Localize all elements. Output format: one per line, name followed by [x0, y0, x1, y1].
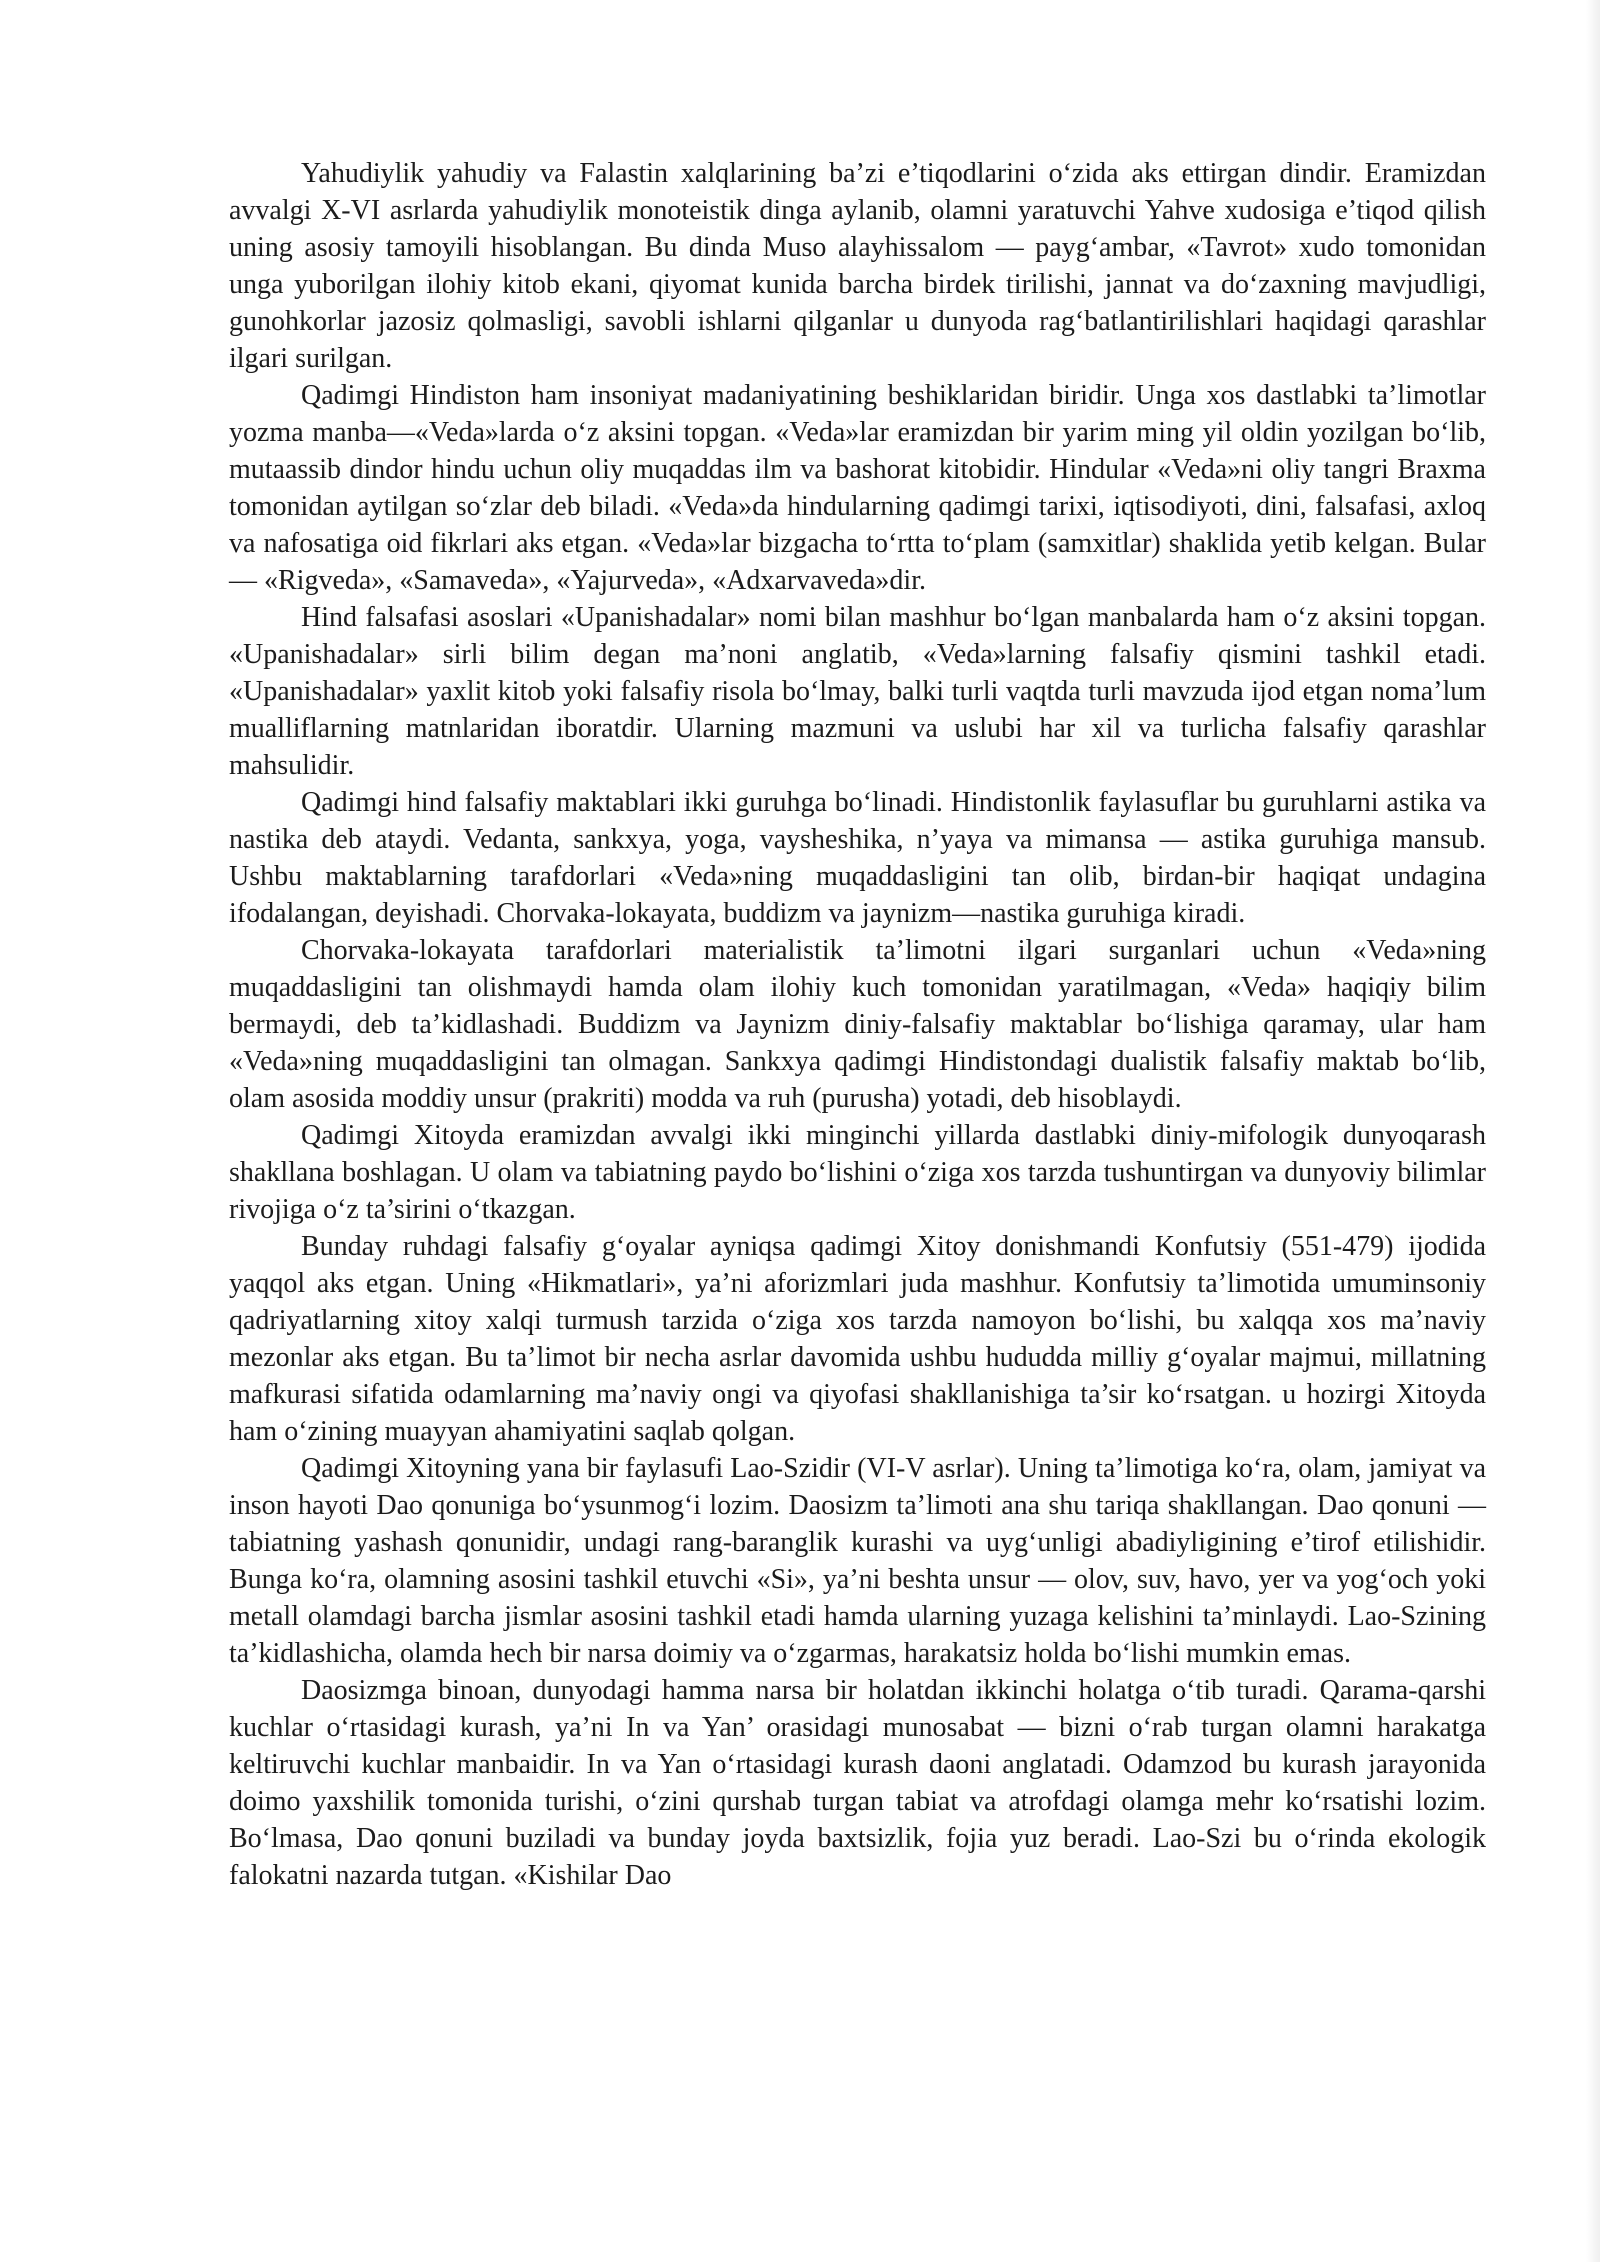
paragraph-daoism: Daosizmga binoan, dunyodagi hamma narsa bir holatdan ikkinchi holatga o‘tib turadi. Qarama-qarshi kuchlar o‘rtasidagi kurash, ya’ni In va Yan’ orasidagi munosabat — bizni o‘rab turgan olamni harakatga keltiruvchi kuchlar manbaidir. In va Yan o‘rtasidagi kurash daoni anglatadi. Odamzod bu kurash jarayonida doimo yaxshilik tomonida turishi, o‘zini qurshab turgan tabiat va atrofdagi olamga mehr ko‘rsatishi lozim. Bo‘lmasa, Dao qonuni buziladi va bunday joyda baxtsizlik, fojia yuz beradi. Lao-Szi bu o‘rinda ekologik falokatni nazarda tutgan. «Kishilar Dao: [229, 1675, 1486, 1891]
paragraph-ancient-india-veda: Qadimgi Hindiston ham insoniyat madaniyatining beshiklaridan biridir. Unga xos dastlabki ta’limotlar yozma manba—«Veda»larda o‘z aksini topgan. «Veda»lar eramizdan bir yarim ming yil oldin yozilgan bo‘lib, mutaassib dindor hindu uchun oliy muqaddas ilm va bashorat kitobidir. Hindular «Veda»ni oliy tangri Braxma tomonidan aytilgan so‘zlar deb biladi. «Veda»da hindularning qadimgi tarixi, iqtisodiyoti, dini, falsafasi, axloq va nafosatiga oid fikrlari aks etgan. «Veda»lar bizgacha to‘rtta to‘plam (samxitlar) shaklida yetib kelgan. Bular — «Rigveda», «Samaveda», «Yajurveda», «Adxarvaveda»dir.: [229, 380, 1486, 596]
page-edge-shadow: [1586, 0, 1600, 2262]
paragraph-ancient-china: Qadimgi Xitoyda eramizdan avvalgi ikki minginchi yillarda dastlabki diniy-mifologik dunyoqarash shakllana boshlagan. U olam va tabiatning paydo bo‘lishini o‘ziga xos tarzda tushuntirgan va dunyoviy bilimlar rivojiga o‘z ta’sirini o‘tkazgan.: [229, 1120, 1486, 1225]
paragraph-confucius: Bunday ruhdagi falsafiy g‘oyalar ayniqsa qadimgi Xitoy donishmandi Konfutsiy (551-479) ijodida yaqqol aks etgan. Uning «Hikmatlari», ya’ni aforizmlari juda mashhur. Konfutsiy ta’limotida umuminsoniy qadriyatlarning xitoy xalqi turmush tarzida o‘ziga xos tarzda namoyon bo‘lishi, bu xalqqa xos ma’naviy mezonlar aks etgan. Bu ta’limot bir necha asrlar davomida ushbu hududda milliy g‘oyalar majmui, millatning mafkurasi sifatida odamlarning ma’naviy ongi va qiyofasi shakllanishiga ta’sir ko‘rsatgan. u hozirgi Xitoyda ham o‘zining muayyan ahamiyatini saqlab qolgan.: [229, 1231, 1486, 1447]
paragraph-indian-schools: Qadimgi hind falsafiy maktablari ikki guruhga bo‘linadi. Hindistonlik faylasuflar bu guruhlarni astika va nastika deb ataydi. Vedanta, sankxya, yoga, vaysheshika, n’yaya va mimansa — astika guruhiga mansub. Ushbu maktablarning tarafdorlari «Veda»ning muqaddasligini tan olib, birdan-bir haqiqat undagina ifodalangan, deyishadi. Chorvaka-lokayata, buddizm va jaynizm—nastika guruhiga kiradi.: [229, 787, 1486, 929]
paragraph-upanishads: Hind falsafasi asoslari «Upanishadalar» nomi bilan mashhur bo‘lgan manbalarda ham o‘z aksini topgan. «Upanishadalar» sirli bilim degan ma’noni anglatib, «Veda»larning falsafiy qismini tashkil etadi. «Upanishadalar» yaxlit kitob yoki falsafiy risola bo‘lmay, balki turli vaqtda turli mavzuda ijod etgan noma’lum mualliflarning matnlaridan iboratdir. Ularning mazmuni va uslubi har xil va turlicha falsafiy qarashlar mahsulidir.: [229, 602, 1486, 781]
document-page: [229, 155, 1486, 1894]
paragraph-charvaka-lokayata: Chorvaka-lokayata tarafdorlari materialistik ta’limotni ilgari surganlari uchun «Veda»ning muqaddasligini tan olishmaydi hamda olam ilohiy kuch tomonidan yaratilmagan, «Veda» haqiqiy bilim bermaydi, deb ta’kidlashadi. Buddizm va Jaynizm diniy-falsafiy maktablar bo‘lishiga qaramay, ular ham «Veda»ning muqaddasligini tan olmagan. Sankxya qadimgi Hindistondagi dualistik falsafiy maktab bo‘lib, olam asosida moddiy unsur (prakriti) modda va ruh (purusha) yotadi, deb hisoblaydi.: [229, 935, 1486, 1114]
paragraph-lao-tzu: Qadimgi Xitoyning yana bir faylasufi Lao-Szidir (VI-V asrlar). Uning ta’limotiga ko‘ra, olam, jamiyat va inson hayoti Dao qonuniga bo‘ysunmog‘i lozim. Daosizm ta’limoti ana shu tariqa shakllangan. Dao qonuni — tabiatning yashash qonunidir, undagi rang-baranglik kurashi va uyg‘unligi abadiyligining e’tirof etilishidir. Bunga ko‘ra, olamning asosini tashkil etuvchi «Si», ya’ni beshta unsur — olov, suv, havo, yer va yog‘och yoki metall olamdagi barcha jismlar asosini tashkil etadi hamda ularning yuzaga kelishini ta’minlaydi. Lao-Szining ta’kidlashicha, olamda hech bir narsa doimiy va o‘zgarmas, harakatsiz holda bo‘lishi mumkin emas.: [229, 1453, 1486, 1669]
paragraph-judaism: Yahudiylik yahudiy va Falastin xalqlarining ba’zi e’tiqodlarini o‘zida aks ettirgan dindir. Eramizdan avvalgi X-VI asrlarda yahudiylik monoteistik dinga aylanib, olamni yaratuvchi Yahve xudosiga e’tiqod qilish uning asosiy tamoyili hisoblangan. Bu dinda Muso alayhissalom — payg‘ambar, «Tavrot» xudo tomonidan unga yuborilgan ilohiy kitob ekani, qiyomat kunida barcha birdek tirilishi, jannat va do‘zaxning mavjudligi, gunohkorlar jazosiz qolmasligi, savobli ishlarni qilganlar u dunyoda rag‘batlantirilishlari haqidagi qarashlar ilgari surilgan.: [229, 158, 1486, 374]
